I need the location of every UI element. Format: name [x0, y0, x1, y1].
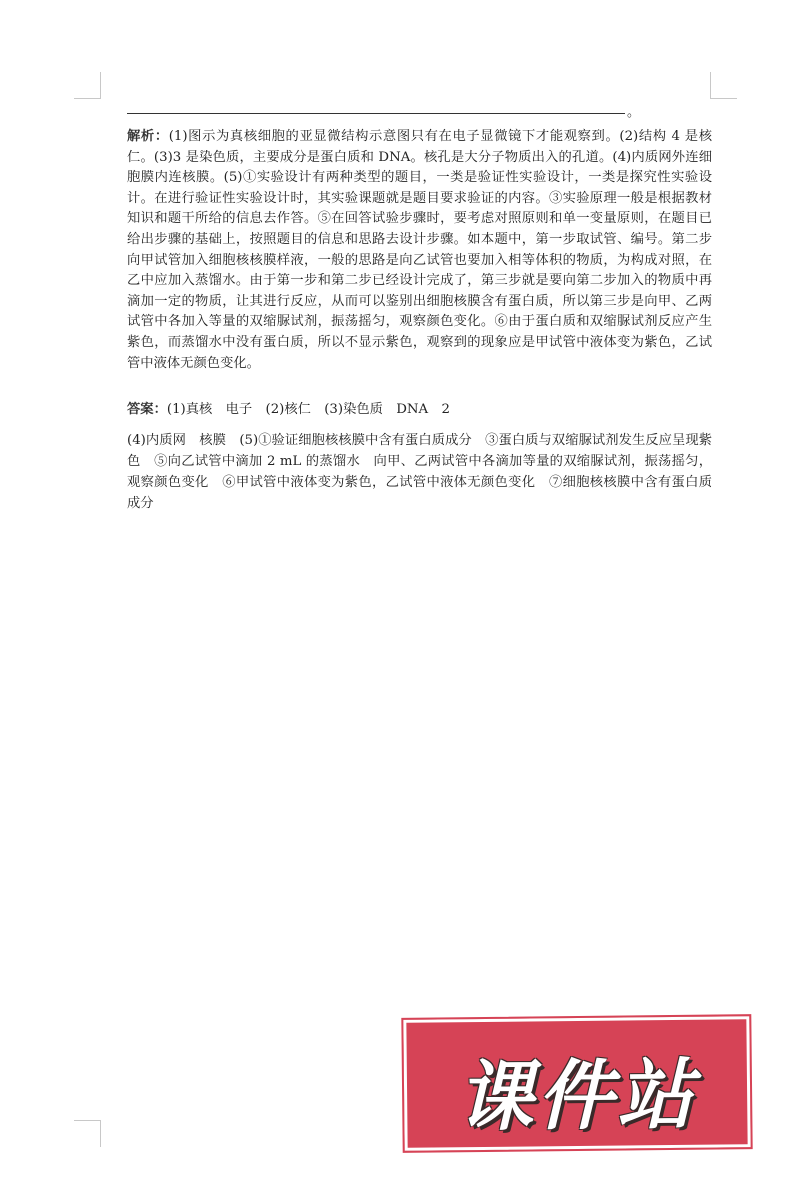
analysis-label: 解析： [127, 129, 169, 144]
analysis-paragraph [127, 127, 712, 374]
watermark-logo-text: 课件站 [456, 1049, 698, 1142]
answer-continuation [127, 430, 712, 514]
answer-label: 答案： [127, 402, 167, 417]
page-corner-mark-top-left [74, 72, 101, 99]
answer-line-2: (4)内质网 核膜 (5)①验证细胞核核膜中含有蛋白质成分 ③蛋白质与双缩脲试剂发生反应呈现紫色 ⑤向乙试管中滴加 2 mL 的蒸馏水 向甲、乙两试管中各滴加等量的双缩脲试剂，振荡摇匀，观察颜色变化 ⑥甲试管中液体变为紫色，乙试管中液体无颜色变化 ⑦细胞核核膜中含有蛋白质成分 [127, 433, 712, 511]
page-corner-mark-top-right [710, 72, 737, 99]
answer-blank-line [127, 100, 682, 120]
answer-paragraph [127, 400, 712, 421]
analysis-text: (1)图示为真核细胞的亚显微结构示意图只有在电子显微镜下才能观察到。(2)结构 4 是核仁。(3)3 是染色质，主要成分是蛋白质和 DNA。核孔是大分子物质出入的孔道。(4)内质网外连细胞膜内连核膜。(5)①实验设计有两种类型的题目，一类是验证性实验设计，一类是探究性实验设计。在进行验证性实验设计时，其实验课题就是题目要求验证的内容。③实验原理一般是根据教材知识和题干所给的信息去作答。⑤在回答试验步骤时，要考虑对照原则和单一变量原则，在题目已给出步骤的基础上，按照题目的信息和思路去设计步骤。如本题中，第一步取试管、编号。第二步向甲试管加入细胞核核膜样液，一般的思路是向乙试管也要加入相等体积的物质，为构成对照，在乙中应加入蒸馏水。由于第一步和第二步已经设计完成了，第三步就是要向第二步加入的物质中再滴加一定的物质，让其进行反应，从而可以鉴别出细胞核膜含有蛋白质，所以第三步是向甲、乙两试管中各加入等量的双缩脲试剂，振荡摇匀，观察颜色变化。⑥由于蛋白质和双缩脲试剂反应产生紫色，而蒸馏水中没有蛋白质，所以不显示紫色，观察到的现象应是甲试管中液体变为紫色，乙试管中液体无颜色变化。 [127, 129, 712, 371]
watermark-logo [403, 1016, 750, 1151]
blank-period: 。 [627, 105, 641, 120]
answer-line-1: (1)真核 电子 (2)核仁 (3)染色质 DNA 2 [166, 402, 450, 417]
page-corner-mark-bottom-left [74, 1120, 101, 1147]
fill-in-blank-rule [127, 113, 625, 114]
